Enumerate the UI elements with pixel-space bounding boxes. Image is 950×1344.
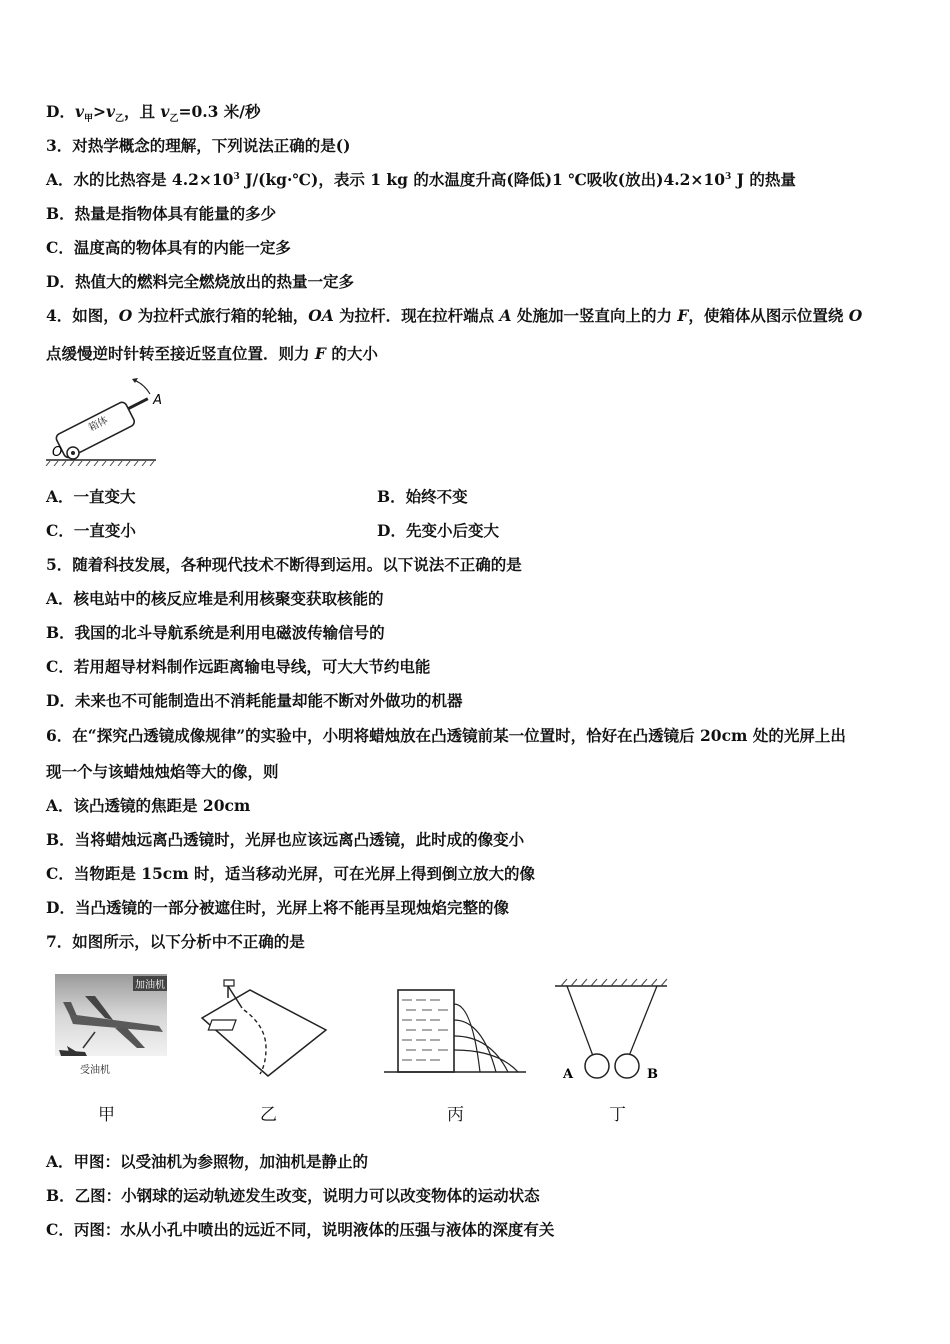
q2-option-d — [46, 102, 261, 125]
text: 的大小 — [325, 344, 378, 363]
subscript: 甲 — [83, 114, 93, 125]
q3-option-d: D．热值大的燃料完全燃烧放出的热量一定多 — [46, 272, 354, 291]
ball-a-label: A — [563, 1067, 574, 1082]
text: ，且 — [124, 102, 161, 121]
operator: > — [92, 102, 106, 121]
subscript: 乙 — [169, 114, 179, 125]
figure-yi-ball-magnet — [198, 976, 330, 1082]
text: 处施加一竖直向上的力 — [511, 306, 678, 325]
q4-option-b: B．始终不变 — [377, 487, 468, 506]
q7-option-b: B．乙图：小钢球的运动轨迹发生改变，说明力可以改变物体的运动状态 — [46, 1186, 540, 1205]
q5-option-c: C．若用超导材料制作远距离输电导线，可大大节约电能 — [46, 657, 431, 676]
figure-jia-refueling — [55, 974, 167, 1080]
tanker-label: 加油机 — [135, 980, 165, 991]
q3-stem: 3．对热学概念的理解，下列说法正确的是() — [46, 136, 351, 155]
figure-bing-water-jets — [384, 984, 526, 1078]
point-a-label: A — [153, 393, 162, 408]
q5-option-a: A．核电站中的核反应堆是利用核聚变获取核能的 — [46, 589, 384, 608]
var-oa: OA — [308, 306, 334, 325]
caption-bing: 丙 — [447, 1105, 464, 1125]
caption-ding: 丁 — [609, 1105, 626, 1125]
superscript: 3 — [233, 171, 240, 182]
caption-jia: 甲 — [98, 1105, 115, 1125]
q3-option-a — [46, 170, 796, 190]
q4-option-c: C．一直变小 — [46, 521, 136, 540]
receiver-label: 受油机 — [80, 1065, 110, 1076]
pull-rod — [128, 399, 148, 409]
text: 4．如图， — [46, 306, 119, 325]
ball-b-label: B — [647, 1067, 658, 1082]
text: 为拉杆式旅行箱的轮轴， — [132, 306, 309, 325]
var-f: F — [314, 344, 326, 363]
var-f: F — [677, 306, 689, 325]
q6-stem-line2: 现一个与该蜡烛烛焰等大的像，则 — [46, 762, 279, 781]
water-jets — [454, 1004, 518, 1072]
var-v: v — [74, 102, 84, 121]
text: ，使箱体从图示位置绕 — [688, 306, 849, 325]
var-o: O — [118, 306, 133, 325]
text: 点缓慢逆时针转至接近竖直位置．则力 — [46, 344, 315, 363]
q3-option-c: C．温度高的物体具有的内能一定多 — [46, 238, 291, 257]
subscript: 乙 — [115, 114, 125, 125]
q6-stem-line1: 6．在“探究凸透镜成像规律”的实验中，小明将蜡烛放在凸透镜前某一位置时，恰好在凸透镜后 20cm 处的光屏上出 — [46, 726, 846, 745]
point-o-label: O — [52, 445, 63, 460]
q5-option-d: D．未来也不可能制造出不消耗能量却能不断对外做功的机器 — [46, 691, 463, 710]
arrow-icon — [132, 378, 138, 383]
tabletop — [202, 990, 326, 1076]
q7-option-c: C．丙图：水从小孔中喷出的远近不同，说明液体的压强与液体的深度有关 — [46, 1220, 555, 1239]
text: J/(kg·℃)，表示 1 kg 的水温度升高(降低)1 ℃吸收(放出)4.2×10 — [239, 170, 725, 189]
q4-stem-line1 — [46, 306, 862, 326]
suitcase-label: 箱体 — [87, 414, 110, 434]
q6-option-d: D．当凸透镜的一部分被遮住时，光屏上将不能再呈现烛焰完整的像 — [46, 898, 509, 917]
suitcase-figure — [42, 374, 162, 466]
q4-stem-line2 — [46, 344, 378, 364]
superscript: 3 — [725, 171, 732, 182]
var-v: v — [160, 102, 170, 121]
text: J 的热量 — [731, 170, 796, 189]
figure-ding-hanging-balls — [553, 978, 669, 1082]
var-a: A — [499, 306, 512, 325]
q5-option-b: B．我国的北斗导航系统是利用电磁波传输信号的 — [46, 623, 385, 642]
q6-option-b: B．当将蜡烛远离凸透镜时，光屏也应该远离凸透镜，此时成的像变小 — [46, 830, 525, 849]
q6-option-c: C．当物距是 15cm 时，适当移动光屏，可在光屏上得到倒立放大的像 — [46, 864, 536, 883]
text: 为拉杆．现在拉杆端点 — [333, 306, 500, 325]
q7-option-a: A．甲图：以受油机为参照物，加油机是静止的 — [46, 1152, 369, 1171]
var-v: v — [105, 102, 115, 121]
text: =0.3 米/秒 — [178, 102, 261, 121]
q7-stem: 7．如图所示，以下分析中不正确的是 — [46, 932, 305, 951]
text: A．水的比热容是 4.2×10 — [46, 170, 234, 189]
ball-b — [615, 1054, 639, 1078]
var-o: O — [848, 306, 863, 325]
option-prefix: D． — [46, 102, 75, 121]
q5-stem: 5．随着科技发展，各种现代技术不断得到运用。以下说法不正确的是 — [46, 555, 522, 574]
q4-option-a: A．一直变大 — [46, 487, 136, 506]
q6-option-a: A．该凸透镜的焦距是 20cm — [46, 796, 251, 815]
caption-yi: 乙 — [260, 1105, 277, 1125]
magnet — [208, 1020, 236, 1030]
q4-option-d: D．先变小后变大 — [377, 521, 499, 540]
ball-a — [585, 1054, 609, 1078]
q3-option-b: B．热量是指物体具有能量的多少 — [46, 204, 277, 223]
